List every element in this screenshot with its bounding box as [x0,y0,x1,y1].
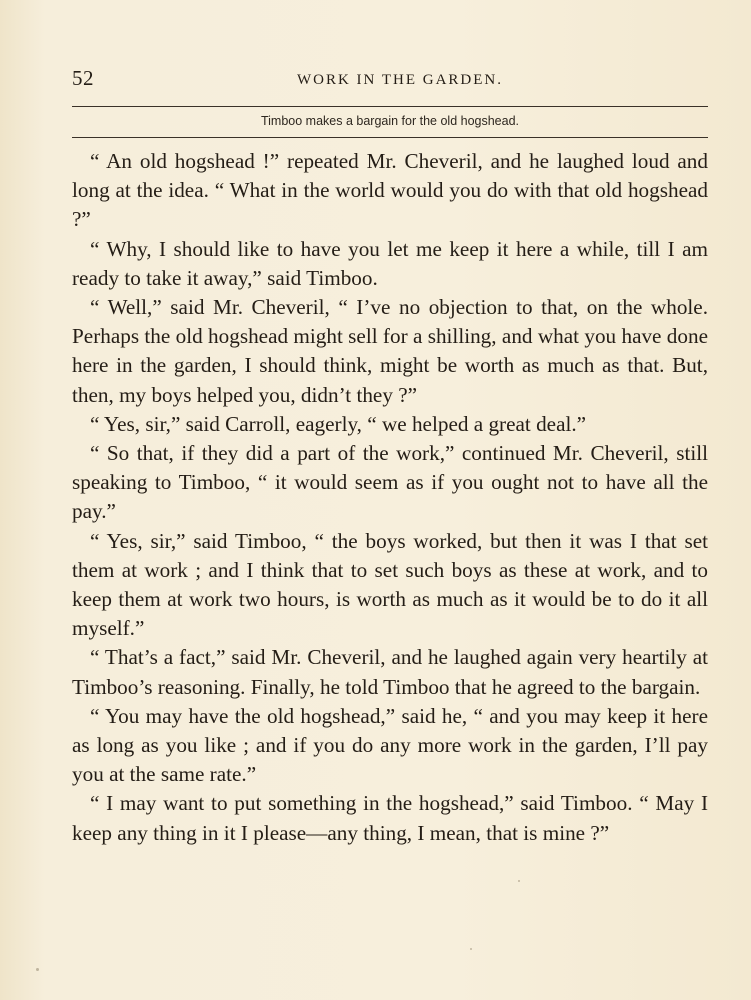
paper-speck [36,968,39,971]
page-header [72,66,708,96]
paragraph: “ That’s a fact,” said Mr. Cheveril, and he laughed again very heartily at Timboo’s reasoning. Finally, he told Timboo that he agreed to the bargain. [72,645,708,699]
paragraph: “ Yes, sir,” said Timboo, “ the boys worked, but then it was I that set them at work ; and I think that to set such boys as these at work, and to keep them at work two hours, is worth as much as it would be to do it all myself.” [72,528,708,641]
page-number: 52 [72,66,94,90]
body-text [72,147,708,848]
header-rule-top [72,106,708,107]
header-rule-bottom [72,137,708,138]
section-caption: Timboo makes a bargain for the old hogshead. [260,114,520,128]
running-head: WORK IN THE GARDEN. [296,72,504,88]
paragraph: “ Well,” said Mr. Cheveril, “ I’ve no objection to that, on the whole. Perhaps the old hogshead might sell for a shilling, and what you have done here in the garden, I should think, might be worth as much as that. But, then, my boys helped you, didn’t they ?” [72,295,708,407]
paper-speck [518,880,520,882]
paragraph: “ An old hogshead !” repeated Mr. Cheveril, and he laughed loud and long at the idea. “ What in the world would you do with that old hogshead ?” [72,149,708,232]
paragraph: “ I may want to put something in the hogshead,” said Timboo. “ May I keep any thing in it I please—any thing, I mean, that is mine ?” [72,791,708,845]
paper-speck [470,948,472,950]
paragraph: “ Yes, sir,” said Carroll, eagerly, “ we helped a great deal.” [90,411,587,436]
paragraph: “ You may have the old hogshead,” said he, “ and you may keep it here as long as you like ; and if you do any more work in the garden, I’ll pay you at the same rate.” [72,703,708,787]
paragraph: “ So that, if they did a part of the work,” continued Mr. Cheveril, still speaking to Timboo, “ it would seem as if you ought not to have all the pay.” [72,441,708,524]
paragraph: “ Why, I should like to have you let me keep it here a while, till I am ready to take it away,” said Timboo. [72,236,708,290]
